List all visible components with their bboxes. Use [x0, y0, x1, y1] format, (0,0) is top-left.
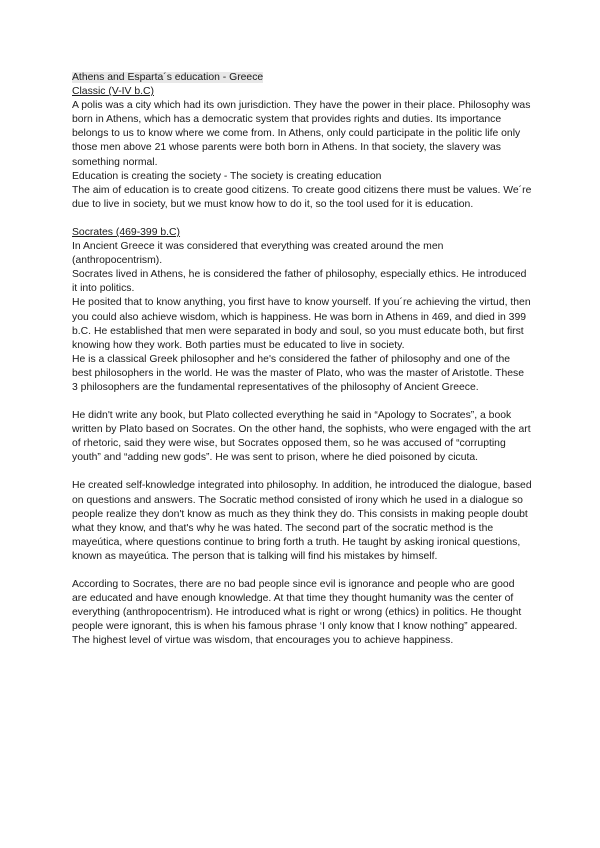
document-title: Athens and Esparta´s education - Greece: [72, 72, 264, 83]
paragraph: He didn't write any book, but Plato collected everything he said in “Apology to Socrates”, a book written by Plato based on Socrates. On the other hand, the sophists, who were engaged with the art of rhetoric, said they were wise, but Socrates opposed them, so he was accused of “corrupting youth” and “adding new gods”. He was sent to prison, where he died poisoned by cicuta.: [72, 410, 531, 464]
paragraph: He created self-knowledge integrated into philosophy. In addition, he introduced the dialogue, based on questions and answers. The Socratic method consisted of irony which he used in a dialogue so people realize they don't know as much as they think they do. This consists in making people doubt what they know, and that's why he was hated. The second part of the socratic method is the mayeútica, where questions continue to bring forth a truth. He taught by asking ironical questions, known as mayeútica. The person that is talking will find his mistakes by himself.: [72, 480, 532, 562]
paragraph: A polis was a city which had its own jurisdiction. They have the power in their place. Philosophy was born in Athens, which has a democratic system that provides rights and duties. Its importance belongs to us to know where we come from. In Athens, only could participate in the politic life only those men above 21 whose parents were both born in Athens. In that society, the slavery was something normal.: [72, 100, 531, 168]
document-title-line: [72, 71, 532, 85]
paragraph: In Ancient Greece it was considered that everything was created around the men (anthropocentrism).: [72, 241, 444, 267]
spacer: [72, 395, 532, 409]
document-page: [72, 71, 532, 648]
spacer: [72, 212, 532, 226]
spacer: [72, 564, 532, 578]
paragraph: The aim of education is to create good citizens. To create good citizens there must be values. We´re due to live in society, but we must know how to do it, so the tool used for it is education.: [72, 184, 532, 210]
paragraph: Education is creating the society - The society is creating education: [72, 170, 382, 182]
paragraph: Socrates lived in Athens, he is considered the father of philosophy, especially ethics. He introduced it into politics.: [72, 269, 527, 295]
paragraph: According to Socrates, there are no bad people since evil is ignorance and people who are good are educated and have enough knowledge. At that time they thought humanity was the center of everything (anthropocentrism). He introduced what is right or wrong (ethics) in politics. He thought people were ignorant, this is when his famous phrase ‘I only know that I know nothing” appeared. The highest level of virtue was wisdom, that encourages you to achieve happiness.: [72, 579, 522, 647]
spacer: [72, 465, 532, 479]
paragraph: He is a classical Greek philosopher and he's considered the father of philosophy and one of the best philosophers in the world. He was the master of Plato, who was the master of Aristotle. These 3 philosophers are the fundamental representatives of the philosophy of Ancient Greece.: [72, 353, 525, 393]
paragraph: He posited that to know anything, you first have to know yourself. If you´re achieving the virtud, then you could also achieve wisdom, which is happiness. He was born in Athens in 469, and died in 399 b.C. He established that men were separated in body and soul, so you must educate both, but first knowing how they work. Both parties must be educated to live in society.: [72, 297, 531, 351]
section-heading-socrates: Socrates (469-399 b.C): [72, 226, 181, 238]
section-heading-classic: Classic (V-IV b.C): [72, 86, 154, 98]
